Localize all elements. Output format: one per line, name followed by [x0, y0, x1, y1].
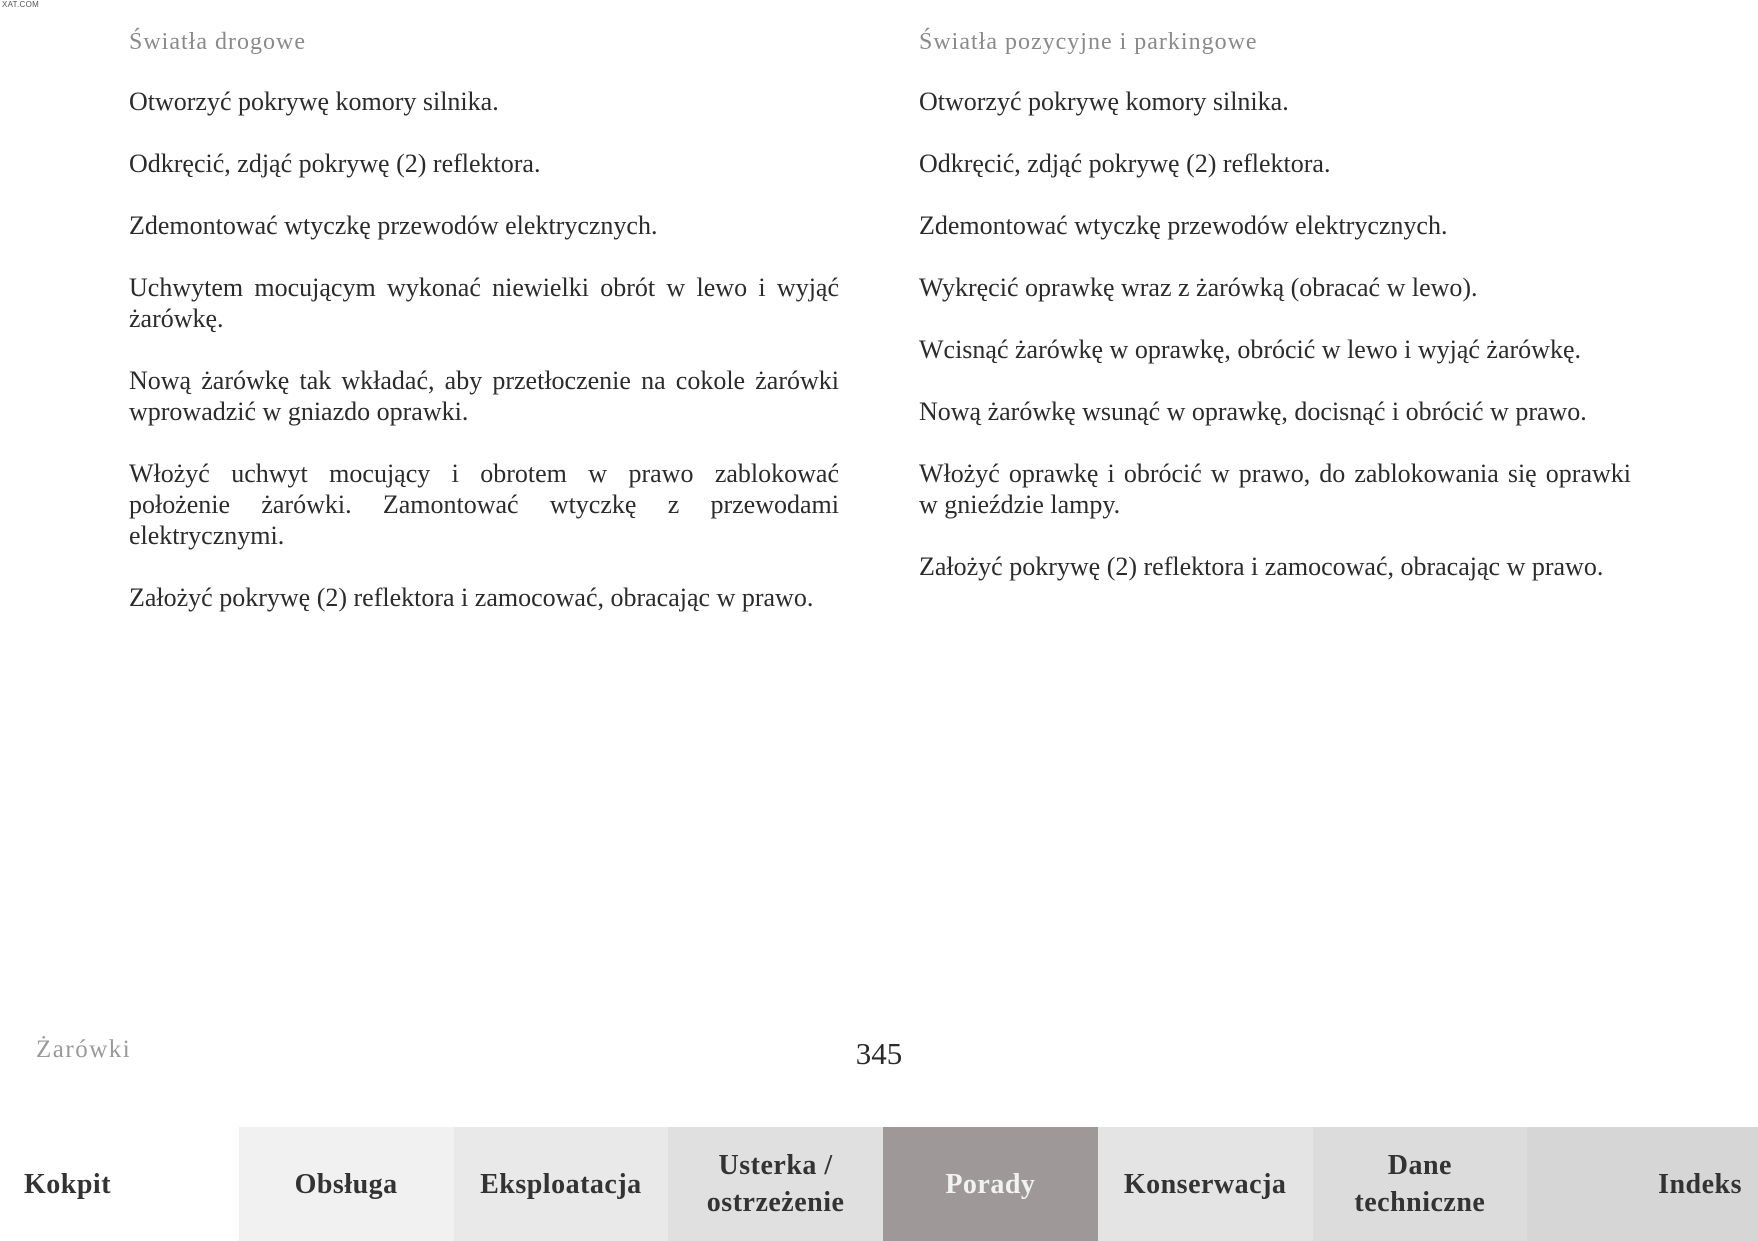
step-paragraph: Włożyć uchwyt mocujący i obrotem w prawo zablokować położenie żarówki. Zamontować wtyczkę z przewodami elektrycznymi. [129, 459, 839, 550]
tab-usterka-ostrzezenie[interactable]: Usterka / ostrzeżenie [668, 1127, 883, 1241]
chapter-nav-bar [0, 1127, 1758, 1241]
left-column [129, 24, 839, 644]
step-paragraph: Wykręcić oprawkę wraz z żarówką (obracać w lewo). [919, 273, 1478, 302]
step-paragraph: Wcisnąć żarówkę w oprawkę, obrócić w lewo i wyjąć żarówkę. [919, 335, 1581, 364]
tab-obsluga[interactable]: Obsługa [239, 1127, 454, 1241]
section-title-parking-lights: Światła pozycyjne i parkingowe [919, 29, 1258, 55]
tab-kokpit[interactable]: Kokpit [0, 1127, 239, 1241]
tab-indeks[interactable]: Indeks [1527, 1127, 1758, 1241]
step-paragraph: Otworzyć pokrywę komory silnika. [129, 87, 499, 116]
step-paragraph: Otworzyć pokrywę komory silnika. [919, 87, 1289, 116]
footer-section-label: Żarówki [36, 1036, 132, 1063]
step-paragraph: Założyć pokrywę (2) reflektora i zamocować, obracając w prawo. [129, 583, 814, 612]
section-title-high-beam: Światła drogowe [129, 29, 306, 55]
tab-konserwacja[interactable]: Konserwacja [1098, 1127, 1313, 1241]
step-paragraph: Zdemontować wtyczkę przewodów elektrycznych. [919, 211, 1448, 240]
step-paragraph: Nową żarówkę tak wkładać, aby przetłoczenie na cokole żarówki wprowadzić w gniazdo oprawki. [129, 366, 839, 426]
step-paragraph: Odkręcić, zdjąć pokrywę (2) reflektora. [129, 149, 541, 178]
step-paragraph: Założyć pokrywę (2) reflektora i zamocować, obracając w prawo. [919, 552, 1604, 581]
watermark: XAT.COM [2, 0, 40, 9]
step-paragraph: Uchwytem mocującym wykonać niewielki obrót w lewo i wyjąć żarówkę. [129, 273, 839, 333]
tab-dane-techniczne[interactable]: Dane techniczne [1313, 1127, 1528, 1241]
page-number: 345 [855, 1036, 903, 1071]
right-column [919, 24, 1631, 613]
tab-porady[interactable]: Porady [883, 1127, 1098, 1241]
step-paragraph: Odkręcić, zdjąć pokrywę (2) reflektora. [919, 149, 1331, 178]
tab-eksploatacja[interactable]: Eksploatacja [454, 1127, 669, 1241]
step-paragraph: Włożyć oprawkę i obrócić w prawo, do zablokowania się oprawki w gnieździe lampy. [919, 459, 1631, 519]
step-paragraph: Nową żarówkę wsunąć w oprawkę, docisnąć i obrócić w prawo. [919, 397, 1587, 426]
step-paragraph: Zdemontować wtyczkę przewodów elektrycznych. [129, 211, 658, 240]
